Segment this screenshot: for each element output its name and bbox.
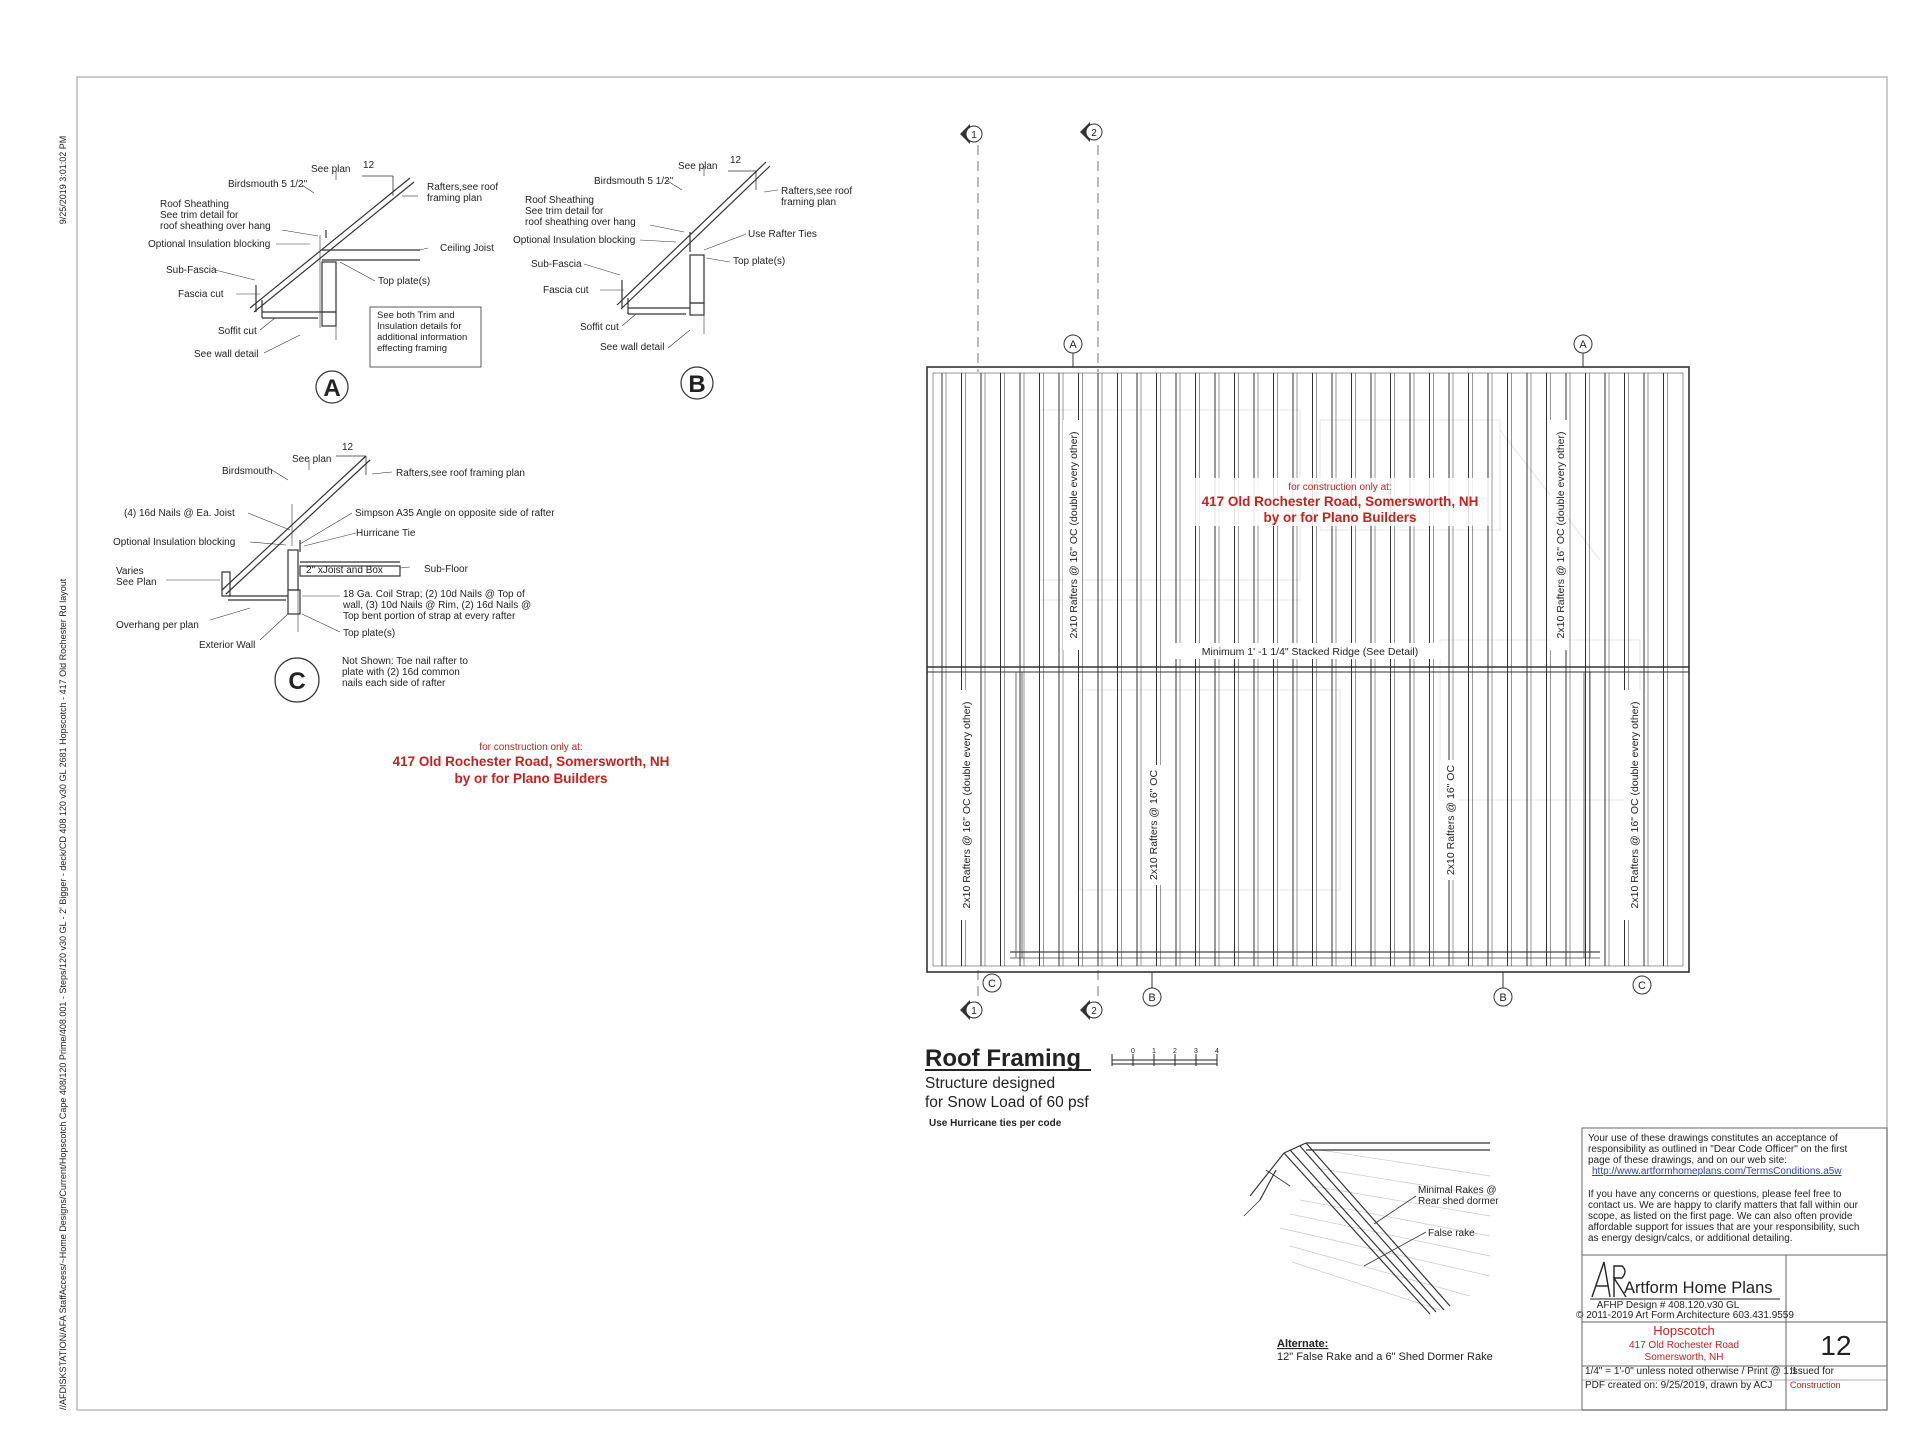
detail-b-marker: B: [688, 371, 706, 398]
detail-a-note-1: See both Trim and: [377, 310, 455, 321]
project-name: Hopscotch: [1653, 1323, 1715, 1338]
detail-a-note-3: additional information: [377, 332, 468, 343]
company-name: Artform Home Plans: [1624, 1279, 1773, 1297]
disclaimer: [1588, 1133, 1859, 1244]
detail-a-pitch: 12: [363, 160, 375, 171]
detail-a-sub-fascia: Sub-Fascia: [166, 265, 217, 276]
rafter-label-upper-right: 2x10 Rafters @ 16" OC (double every other): [1555, 431, 1567, 639]
disclaimer-line-1: responsibility as outlined in "Dear Code Officer" on the first: [1588, 1144, 1848, 1155]
detail-c-subfloor: Sub-Floor: [424, 564, 468, 575]
title-line-2: for Snow Load of 60 psf: [925, 1094, 1089, 1111]
disclaimer-line-2: page of these drawings, and on our web site:: [1588, 1155, 1788, 1166]
issued-for-label: Issued for: [1790, 1366, 1834, 1377]
detail-c-strap-3: Top bent portion of strap at every rafter: [343, 611, 516, 622]
detail-c-rafters: Rafters,see roof framing plan: [396, 468, 525, 479]
section-marker-c-left-label: C: [988, 978, 996, 990]
alt-caption: 12" False Rake and a 6" Shed Dormer Rake: [1277, 1351, 1493, 1363]
detail-b-sub-fascia: Sub-Fascia: [531, 259, 582, 270]
sheet-number: 12: [1820, 1330, 1852, 1361]
detail-a-labels: [148, 160, 498, 402]
detail-c-not-shown-2: plate with (2) 16d common: [342, 667, 460, 678]
section-marker-b-left-label: B: [1148, 992, 1156, 1004]
section-marker-a-right-label: A: [1579, 339, 1587, 351]
disclaimer-line-5: If you have any concerns or questions, please feel free to: [1588, 1189, 1842, 1200]
detail-c-not-shown-1: Not Shown: Toe nail rafter to: [342, 656, 468, 667]
detail-a-see-plan: See plan: [311, 164, 351, 175]
stamp-left-line-2: 417 Old Rochester Road, Somersworth, NH: [392, 754, 670, 769]
detail-a-rafters: Rafters,see roof: [427, 182, 499, 193]
detail-b-see-plan: See plan: [678, 161, 718, 172]
scale-bar: [1112, 1054, 1217, 1066]
detail-b-sheathing-3: roof sheathing over hang: [525, 217, 636, 228]
grid-marker-top-1-label: 1: [971, 130, 977, 141]
detail-a: [215, 170, 481, 403]
detail-c-see-plan: See plan: [292, 454, 332, 465]
detail-a-insulation: Optional Insulation blocking: [148, 239, 271, 250]
detail-a-rafters2: framing plan: [427, 193, 483, 204]
scale-tick-0: 0: [1131, 1048, 1135, 1055]
alternate-rake-detail: [1244, 1143, 1499, 1363]
detail-a-top-plate: Top plate(s): [378, 276, 431, 287]
grid-marker-bottom-1: [960, 1000, 982, 1020]
detail-b-insulation: Optional Insulation blocking: [513, 235, 636, 246]
rafter-label-lower-center-right: 2x10 Rafters @ 16" OC: [1445, 764, 1457, 876]
scale-tick-3: 3: [1194, 1048, 1198, 1055]
detail-c-nails: (4) 16d Nails @ Ea. Joist: [124, 508, 235, 519]
rafter-label-lower-left: 2x10 Rafters @ 16" OC (double every other): [961, 701, 973, 909]
detail-a-fascia-cut: Fascia cut: [178, 289, 224, 300]
margin-path: //AFDISKSTATION/AFA StaffAccess/~Home Designs/Current/Hopscotch Cape 408/120 Prime/408.001 - Steps/120 v30 GL - 2' Bigger - deck/CD 408 120 v30 GL 2681 Hopscotch - 417 Old Rochester Rd layout: [58, 578, 68, 1410]
detail-b-wall-detail: See wall detail: [600, 342, 665, 353]
section-marker-a-left-label: A: [1069, 339, 1077, 351]
detail-c-not-shown-3: nails each side of rafter: [342, 678, 446, 689]
detail-b-rafter-ties: Use Rafter Ties: [748, 229, 817, 240]
section-marker-a-right: [1574, 335, 1592, 367]
company-logo-icon: [1592, 1262, 1626, 1297]
detail-b-fascia-cut: Fascia cut: [543, 285, 589, 296]
rafter-label-upper-left: 2x10 Rafters @ 16" OC (double every other): [1068, 431, 1080, 639]
section-marker-a-left: [1064, 335, 1082, 367]
disclaimer-line-9: as energy design/calcs, or additional detailing.: [1588, 1233, 1793, 1244]
disclaimer-line-0: Your use of these drawings constitutes an acceptance of: [1588, 1133, 1838, 1144]
scale-note: 1/4" = 1'-0" unless noted otherwise / Print @ 1:1: [1585, 1366, 1798, 1377]
scale-tick-4: 4: [1215, 1048, 1219, 1055]
alt-title: Alternate:: [1277, 1338, 1329, 1350]
stamp-plan-line-2: 417 Old Rochester Road, Somersworth, NH: [1201, 494, 1479, 509]
project-address-2: Somersworth, NH: [1644, 1352, 1724, 1363]
detail-c-simpson: Simpson A35 Angle on opposite side of rafter: [355, 508, 555, 519]
stamp-left-line-1: for construction only at:: [479, 742, 583, 753]
detail-c-marker: C: [288, 668, 306, 695]
detail-a-ceiling-joist: Ceiling Joist: [440, 243, 494, 254]
detail-a-note-4: effecting framing: [377, 343, 448, 354]
detail-c-overhang: Overhang per plan: [116, 620, 199, 631]
created-note: PDF created on: 9/25/2019, drawn by ACJ: [1585, 1380, 1773, 1391]
detail-b-rafters2: framing plan: [781, 197, 837, 208]
detail-b: [584, 162, 778, 399]
roof-framing-plan: [927, 122, 1689, 1020]
disclaimer-line-8: affordable support for issues that are your responsibility, such: [1588, 1222, 1860, 1233]
detail-a-soffit-cut: Soffit cut: [218, 326, 257, 337]
detail-a-sheathing-2: See trim detail for: [160, 210, 239, 221]
disclaimer-line-6: contact us. We are happy to clarify matters that fall within our: [1588, 1200, 1858, 1211]
detail-c-top-plate: Top plate(s): [343, 628, 396, 639]
detail-c-ext-wall: Exterior Wall: [199, 640, 256, 651]
alt-label-3: False rake: [1428, 1228, 1475, 1239]
section-marker-c-left: [983, 974, 1001, 992]
detail-c-strap-2: wall, (3) 10d Nails @ Rim, (2) 16d Nails @: [343, 600, 532, 611]
detail-b-rafters: Rafters,see roof: [781, 186, 853, 197]
detail-b-labels: [513, 155, 852, 398]
sheet-title-block: [1576, 1128, 1887, 1410]
detail-a-wall-detail: See wall detail: [194, 349, 259, 360]
rafter-label-lower-right: 2x10 Rafters @ 16" OC (double every other): [1629, 701, 1641, 909]
detail-b-top-plate: Top plate(s): [733, 256, 786, 267]
margin-date: 9/25/2019 3:01:02 PM: [58, 135, 68, 225]
construction-stamp-left: [393, 742, 670, 786]
copyright: © 2011-2019 Art Form Architecture 603.431.9559: [1576, 1310, 1794, 1321]
stamp-left-line-3: by or for Plano Builders: [454, 771, 608, 786]
detail-b-birdsmouth: Birdsmouth 5 1/2": [594, 176, 674, 187]
ridge-label: Minimum 1' -1 1/4" Stacked Ridge (See Detail): [1201, 646, 1419, 658]
detail-c-pitch: 12: [342, 442, 354, 453]
detail-c-strap-1: 18 Ga. Coil Strap; (2) 10d Nails @ Top of: [343, 589, 525, 600]
detail-a-sheathing-1: Roof Sheathing: [160, 199, 229, 210]
section-marker-c-right-label: C: [1638, 980, 1646, 992]
detail-c-birdsmouth: Birdsmouth: [222, 466, 273, 477]
detail-a-note-2: Insulation details for: [377, 321, 462, 332]
section-marker-c-right: [1633, 976, 1651, 994]
detail-b-pitch: 12: [730, 155, 742, 166]
detail-a-marker: A: [323, 375, 341, 402]
section-marker-b-right: [1494, 972, 1512, 1006]
title-heading: Roof Framing: [925, 1045, 1081, 1072]
title-note: Use Hurricane ties per code: [929, 1118, 1062, 1129]
grid-marker-top-2-label: 2: [1091, 128, 1097, 139]
detail-c-labels: [113, 442, 555, 695]
title-line-1: Structure designed: [925, 1075, 1056, 1092]
detail-b-sheathing-2: See trim detail for: [525, 206, 604, 217]
detail-b-sheathing-1: Roof Sheathing: [525, 195, 594, 206]
alt-label-2: Rear shed dormer: [1418, 1196, 1499, 1207]
detail-c-joist: 2" xJoist and Box: [306, 565, 383, 576]
issued-for-value: Construction: [1790, 1380, 1841, 1390]
detail-c-varies-2: See Plan: [116, 577, 157, 588]
rafter-label-lower-center-left: 2x10 Rafters @ 16" OC: [1148, 769, 1160, 881]
plan-outline: [927, 367, 1689, 972]
grid-marker-bottom-1-label: 1: [971, 1006, 977, 1017]
roof-framing-title: [925, 1045, 1219, 1129]
scale-tick-1: 1: [1152, 1048, 1156, 1055]
alt-label-1: Minimal Rakes @: [1418, 1185, 1497, 1196]
detail-c-hurricane: Hurricane Tie: [356, 528, 416, 539]
disclaimer-link[interactable]: http://www.artformhomeplans.com/TermsConditions.a5w: [1592, 1166, 1842, 1177]
grid-marker-bottom-2: [1080, 1000, 1102, 1020]
grid-marker-top-1: [960, 124, 982, 144]
grid-marker-bottom-2-label: 2: [1091, 1006, 1097, 1017]
disclaimer-line-7: scope, as listed on the first page. We can also often provide: [1588, 1211, 1853, 1222]
stamp-plan-line-1: for construction only at:: [1288, 482, 1392, 493]
section-marker-b-left: [1143, 972, 1161, 1006]
section-marker-b-right-label: B: [1499, 992, 1507, 1004]
detail-c-insulation: Optional Insulation blocking: [113, 537, 236, 548]
detail-a-birdsmouth: Birdsmouth 5 1/2": [228, 179, 308, 190]
detail-b-soffit-cut: Soffit cut: [580, 322, 619, 333]
scale-tick-2: 2: [1173, 1048, 1177, 1055]
detail-a-sheathing-3: roof sheathing over hang: [160, 221, 271, 232]
detail-c-varies-1: Varies: [116, 566, 144, 577]
grid-marker-top-2: [1080, 122, 1102, 142]
stamp-plan-line-3: by or for Plano Builders: [1263, 510, 1417, 525]
design-number: AFHP Design # 408.120.v30 GL: [1596, 1300, 1740, 1311]
project-address-1: 417 Old Rochester Road: [1628, 1340, 1740, 1351]
